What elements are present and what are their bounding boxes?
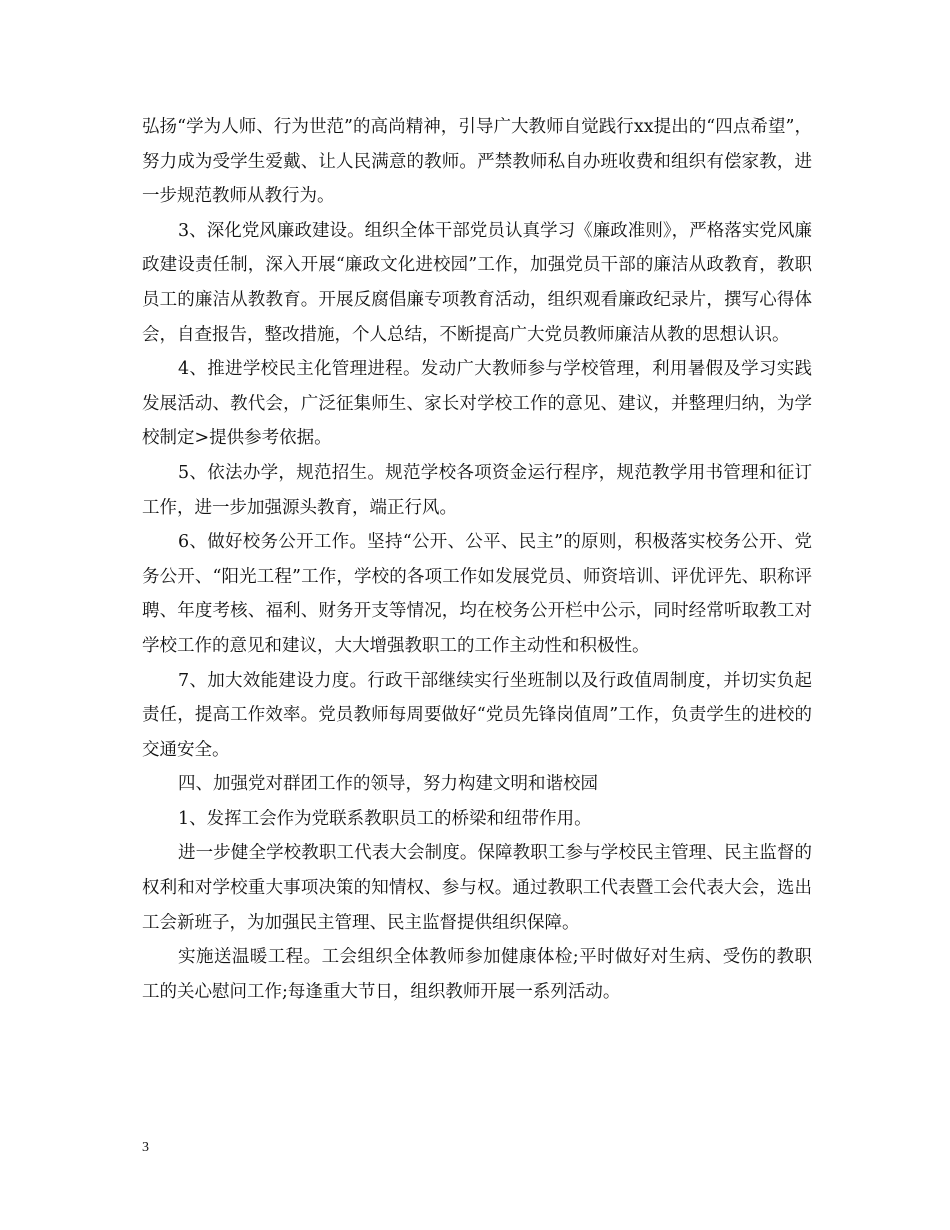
paragraph-affairs-disclosure: 6、做好校务公开工作。坚持“公开、公平、民主”的原则，积极落实校务公开、党务公开、“阳光工程”工作，学校的各项工作如发展党员、师资培训、评优评先、职称评聘、年度考核、福利、财务开支等情况，均在校务公开栏中公示，同时经常听取教工对学校工作的意见和建议，大大增强教职工的工作主动性和积极性。 [142, 532, 812, 656]
page-number: 3 [142, 1140, 149, 1155]
paragraph-democratic-management: 4、推进学校民主化管理进程。发动广大教师参与学校管理，利用暑假及学习实践发展活动、教代会，广泛征集师生、家长对学校工作的意见、建议，并整理归纳，为学校制定>提供参考依据。 [142, 359, 812, 449]
paragraph-lawful-schooling: 5、依法办学，规范招生。规范学校各项资金运行程序，规范教学用书管理和征订工作，进一步加强源头教育，端正行风。 [142, 462, 812, 518]
paragraph-warmth-project: 实施送温暖工程。工会组织全体教师参加健康体检;平时做好对生病、受伤的教职工的关心慰问工作;每逢重大节日，组织教师开展一系列活动。 [142, 947, 812, 1002]
section-heading-four: 四、加强党对群团工作的领导，努力构建文明和谐校园 [178, 774, 598, 795]
paragraph-integrity-building: 3、深化党风廉政建设。组织全体干部党员认真学习《廉政准则》，严格落实党风廉政建设责任制，深入开展“廉政文化进校园”工作，加强党员干部的廉洁从政教育，教职员工的廉洁从教教育。开展反腐倡廉专项教育活动，组织观看廉政纪录片，撰写心得体会，自查报告，整改措施，个人总结，不断提高广大党员教师廉洁从教的思想认识。 [142, 220, 812, 345]
paragraph-union-role: 1、发挥工会作为党联系教职员工的桥梁和纽带作用。 [178, 808, 592, 829]
document-body [142, 110, 812, 1009]
paragraph-staff-congress: 进一步健全学校教职工代表大会制度。保障教职工参与学校民主管理、民主监督的权利和对学校重大事项决策的知情权、参与权。通过教职工代表暨工会代表大会，选出工会新班子，为加强民主管理、民主监督提供组织保障。 [142, 843, 812, 933]
paragraph-continuation: 弘扬“学为人师、行为世范”的高尚精神，引导广大教师自觉践行xx提出的“四点希望”，努力成为受学生爱戴、让人民满意的教师。严禁教师私自办班收费和组织有偿家教，进一步规范教师从教行为。 [142, 117, 812, 207]
paragraph-efficiency-building: 7、加大效能建设力度。行政干部继续实行坐班制以及行政值周制度，并切实负起责任，提高工作效率。党员教师每周要做好“党员先锋岗值周”工作，负责学生的进校的交通安全。 [142, 670, 812, 760]
